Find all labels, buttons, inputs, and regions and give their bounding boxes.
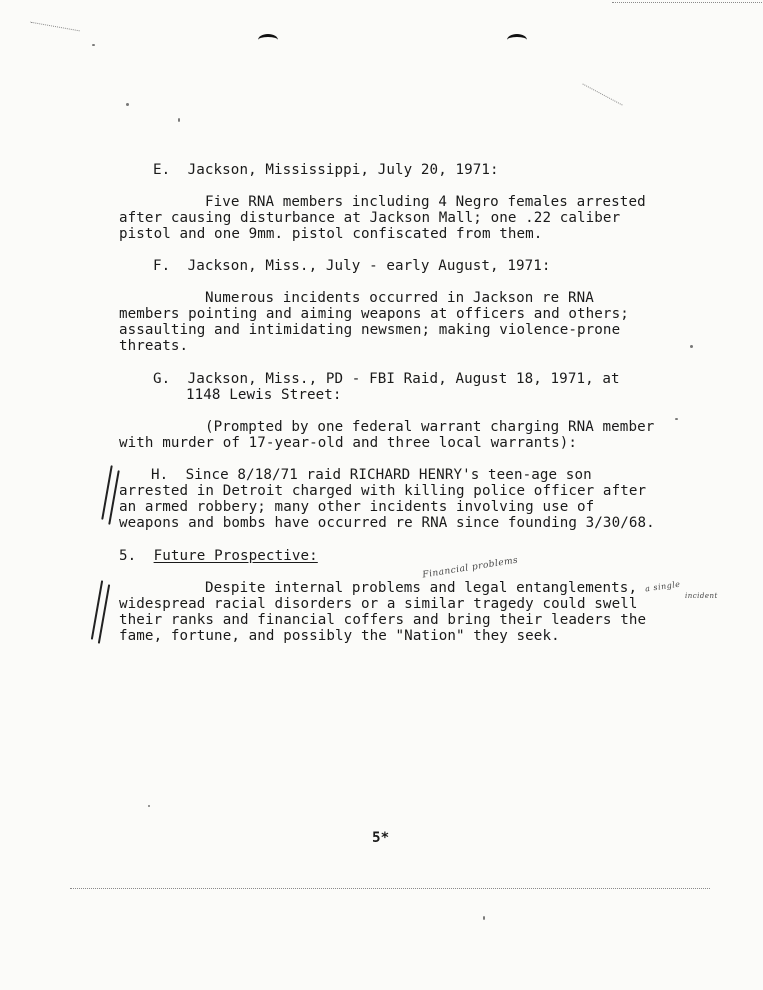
section-h-line: weapons and bombs have occurred re RNA since founding 3/30/68.: [119, 515, 655, 531]
punch-hole-left: [258, 34, 278, 46]
scan-speck: [92, 44, 95, 46]
section-e-heading: [153, 162, 499, 178]
section-f-line: members pointing and aiming weapons at officers and others;: [119, 306, 629, 322]
section-g-heading-text: Jackson, Miss., PD - FBI Raid, August 18, 1971, at: [187, 371, 620, 387]
handwritten-insert: Financial problems: [421, 555, 519, 581]
page-number: 5*: [372, 830, 390, 846]
section-f-heading-text: Jackson, Miss., July - early August, 1971:: [187, 258, 551, 274]
scan-edge-top: [612, 2, 762, 3]
section-h-line: arrested in Detroit charged with killing police officer after: [119, 483, 647, 499]
scan-streak: [30, 22, 79, 32]
scan-speck: [483, 916, 485, 920]
scan-speck: [126, 103, 129, 106]
section-g-prefix: G.: [153, 371, 171, 387]
scan-speck: [148, 805, 150, 807]
section-h-line: an armed robbery; many other incidents involving use of: [119, 499, 595, 515]
scan-speck: [178, 118, 180, 122]
section-5-number: 5.: [119, 548, 137, 564]
section-e-line: Five RNA members including 4 Negro females arrested: [205, 194, 646, 210]
section-e-heading-text: Jackson, Mississippi, July 20, 1971:: [187, 162, 499, 178]
scan-speck: [675, 418, 678, 420]
scan-speck: [690, 345, 693, 348]
section-f-line: threats.: [119, 338, 189, 354]
section-f-prefix: F.: [153, 258, 171, 274]
section-5-line: widespread racial disorders or a similar tragedy could swell: [119, 596, 638, 612]
scan-streak: [582, 83, 622, 105]
section-5-title: Future Prospective:: [153, 548, 318, 564]
section-e-line: after causing disturbance at Jackson Mall; one .22 caliber: [119, 210, 621, 226]
section-e-prefix: E.: [153, 162, 171, 178]
section-g-line: (Prompted by one federal warrant charging RNA member: [205, 419, 655, 435]
section-g-heading-cont: 1148 Lewis Street:: [186, 387, 342, 403]
section-5-line: fame, fortune, and possibly the "Nation" they seek.: [119, 628, 560, 644]
scan-edge-bottom: [70, 888, 710, 889]
punch-hole-right: [507, 34, 527, 46]
handwritten-margin-note: a single: [644, 579, 682, 594]
section-5-heading: [119, 548, 318, 564]
section-g-line: with murder of 17-year-old and three local warrants):: [119, 435, 578, 451]
section-f-line: assaulting and intimidating newsmen; making violence-prone: [119, 322, 621, 338]
section-5-line: Despite internal problems and legal entanglements,: [205, 580, 638, 596]
handwritten-margin-note: incident: [685, 592, 718, 600]
section-f-line: Numerous incidents occurred in Jackson re RNA: [205, 290, 594, 306]
section-5-line: their ranks and financial coffers and bring their leaders the: [119, 612, 647, 628]
section-h-line: H. Since 8/18/71 raid RICHARD HENRY's teen-age son: [151, 467, 592, 483]
section-g-heading: [153, 371, 620, 387]
section-e-line: pistol and one 9mm. pistol confiscated from them.: [119, 226, 543, 242]
section-f-heading: [153, 258, 551, 274]
